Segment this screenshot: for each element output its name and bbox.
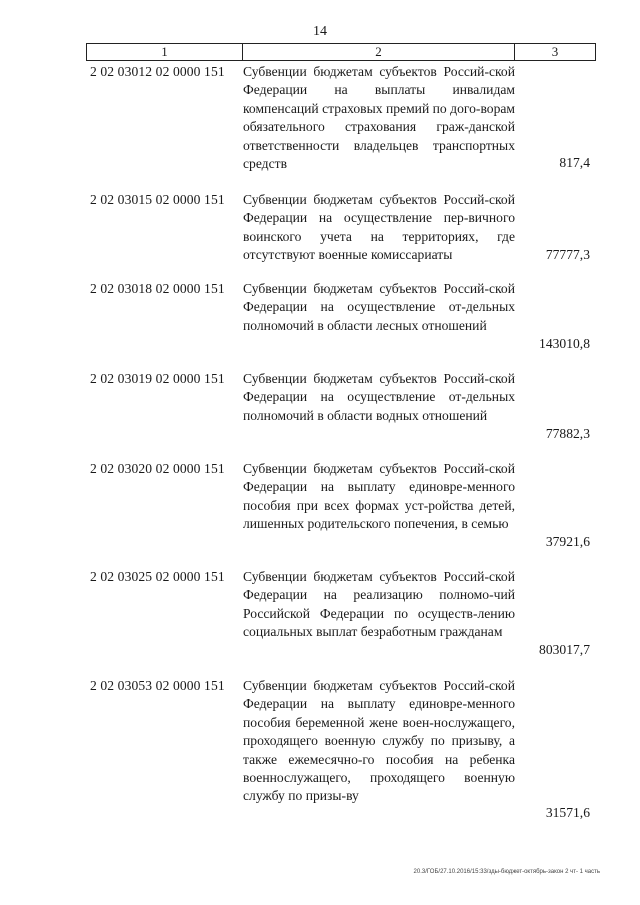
- row-description: Субвенции бюджетам субъектов Россий-ской Федерации на осуществление пер-вичного воинского учета на территориях, где отсутствуют военные комиссариаты: [243, 192, 515, 263]
- document-footer: 20.3/ГОБ/27.10.2016/15:33/зды-бюджет-октябрь-закон 2 чт- 1 часть: [413, 869, 600, 875]
- row-code: 2 02 03020 02 0000 151: [90, 461, 225, 476]
- row-amount: 143010,8: [539, 336, 590, 351]
- row-code: 2 02 03053 02 0000 151: [90, 678, 225, 693]
- row-description: Субвенции бюджетам субъектов Россий-ской Федерации на выплату единовре-менного пособия беременной жене воен-нослужащего, проходящего военную службу по призыву, а также ежемесячно-го пособия на ребенка военнослужащего, проходящего военную службу по призы-ву: [243, 678, 515, 804]
- row-code: 2 02 03019 02 0000 151: [90, 371, 225, 386]
- header-col-3: 3: [551, 44, 559, 59]
- table-row: [86, 677, 596, 825]
- row-amount: 803017,7: [539, 642, 590, 657]
- table-header: [86, 43, 596, 61]
- table-row: [86, 280, 596, 354]
- row-amount: 77777,3: [545, 247, 590, 262]
- row-code: 2 02 03012 02 0000 151: [90, 64, 225, 79]
- table-row: [86, 63, 596, 175]
- row-amount: 817,4: [559, 155, 590, 170]
- row-code: 2 02 03025 02 0000 151: [90, 569, 225, 584]
- row-description: Субвенции бюджетам субъектов Россий-ской Федерации на осуществление от-дельных полномочий в области лесных отношений: [243, 281, 515, 333]
- row-description: Субвенции бюджетам субъектов Россий-ской Федерации на выплату единовре-менного пособия при всех формах уст-ройства детей, лишенных родительского попечения, в семью: [243, 461, 515, 532]
- header-col-2: 2: [243, 44, 515, 60]
- row-amount: 31571,6: [545, 805, 590, 820]
- row-description: Субвенции бюджетам субъектов Россий-ской Федерации на выплаты инвалидам компенсаций страховых премий по дого-ворам обязательного страхования граж-данской ответственности владельцев транспортных средств: [243, 64, 515, 172]
- row-description: Субвенции бюджетам субъектов Россий-ской Федерации на реализацию полномо-чий Российской Федерации по осуществ-лению социальных выплат безработным гражданам: [243, 569, 515, 640]
- row-amount: 37921,6: [545, 534, 590, 549]
- table-row: [86, 568, 596, 660]
- header-col-1: 1: [87, 44, 243, 60]
- row-code: 2 02 03015 02 0000 151: [90, 192, 225, 207]
- row-code: 2 02 03018 02 0000 151: [90, 281, 225, 296]
- page-number: 14: [313, 24, 327, 39]
- table-row: [86, 191, 596, 265]
- table-row: [86, 460, 596, 552]
- row-amount: 77882,3: [545, 426, 590, 441]
- table-row: [86, 370, 596, 444]
- row-description: Субвенции бюджетам субъектов Россий-ской Федерации на осуществление от-дельных полномочий в области водных отношений: [243, 371, 515, 423]
